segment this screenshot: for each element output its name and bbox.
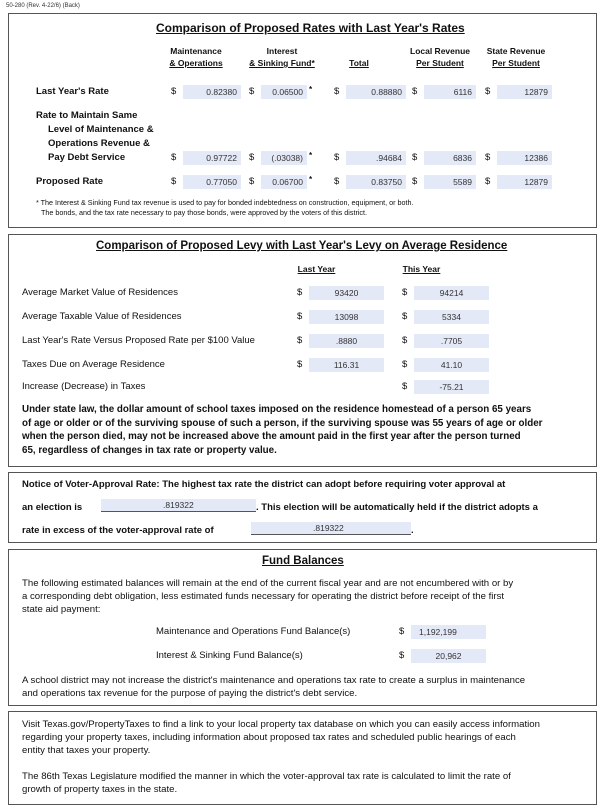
fund-balances-section	[8, 549, 597, 706]
dollar-sign: $	[402, 381, 408, 392]
proposed-total-field[interactable]: 0.83750	[346, 175, 406, 189]
levy-last-market-field[interactable]: 93420	[309, 286, 384, 300]
maintain-total-field[interactable]: .94684	[346, 151, 406, 165]
maintain-mo-field[interactable]: 0.97722	[183, 151, 241, 165]
dollar-sign: $	[412, 152, 418, 163]
voter-approval-rate-field[interactable]: .819322	[101, 499, 256, 512]
dollar-sign: $	[334, 86, 340, 97]
dollar-sign: $	[402, 311, 408, 322]
dollar-sign: $	[249, 176, 255, 187]
voter-approval-line2-post: . This election will be automatically held if the district adopts a	[256, 502, 538, 513]
last-year-local-field[interactable]: 6116	[424, 85, 476, 99]
levy-row-label: Average Taxable Value of Residences	[22, 311, 182, 322]
dollar-sign: $	[171, 176, 177, 187]
fund-intro: The following estimated balances will remain at the end of the current fiscal year and are not encumbered with or by a corresponding debt obligation, less estimated funds necessary for operating the district before receipt of the first state aid payment:	[22, 578, 514, 615]
info-paragraph-2: The 86th Texas Legislature modified the manner in which the voter-approval tax rate is calculated to limit the rate of growth of property taxes in the state.	[22, 771, 511, 795]
voter-approval-line2-pre: an election is	[22, 502, 83, 513]
levy-this-rate-field[interactable]: .7705	[414, 334, 489, 348]
col-head-local: Local Revenue Per Student	[410, 46, 470, 68]
levy-row-label: Increase (Decrease) in Taxes	[22, 381, 146, 392]
dollar-sign: $	[249, 86, 255, 97]
info-paragraph-1: Visit Texas.gov/PropertyTaxes to find a link to your local property tax database on which you can easily access information regarding your property taxes, including information about proposed tax rates and scheduled public hearings of each entity that taxes your property.	[22, 719, 540, 756]
asterisk-mark: *	[309, 151, 313, 160]
voter-approval-rate-field-2[interactable]: .819322	[251, 522, 411, 535]
proposed-local-field[interactable]: 5589	[424, 175, 476, 189]
col-head-state: State Revenue Per Student	[486, 46, 546, 68]
last-year-total-field[interactable]: 0.88880	[346, 85, 406, 99]
proposed-is-field[interactable]: 0.06700	[261, 175, 307, 189]
is-fund-balance-field[interactable]: 20,962	[411, 649, 486, 663]
levy-this-taxes-field[interactable]: 41.10	[414, 358, 489, 372]
dollar-sign: $	[399, 626, 405, 637]
homestead-notice: Under state law, the dollar amount of school taxes imposed on the residence homestead of a person 65 years of age or older or of the surviving spouse of such a person, if the surviving spouse was 55 years of age or older when the person died, may not be increased above the amount paid in the first year after the person turned 65, regardless of changes in tax rate or property value.	[22, 404, 543, 456]
levy-this-taxable-field[interactable]: 5334	[414, 310, 489, 324]
col-head-this-year: This Year	[402, 264, 441, 274]
levy-row-label: Last Year's Rate Versus Proposed Rate per $100 Value	[22, 335, 255, 346]
dollar-sign: $	[297, 311, 303, 322]
col-head-total: Total	[349, 58, 369, 68]
dollar-sign: $	[485, 176, 491, 187]
voter-approval-line3-post: .	[411, 525, 414, 536]
mo-fund-label: Maintenance and Operations Fund Balance(s)	[156, 626, 351, 637]
rates-title: Comparison of Proposed Rates with Last Year's Rates	[156, 21, 465, 35]
dollar-sign: $	[249, 152, 255, 163]
levy-title: Comparison of Proposed Levy with Last Year's Levy on Average Residence	[96, 240, 508, 252]
voter-approval-line3-pre: rate in excess of the voter-approval rate of	[22, 525, 214, 536]
dollar-sign: $	[412, 86, 418, 97]
levy-last-taxes-field[interactable]: 116.31	[309, 358, 384, 372]
dollar-sign: $	[334, 176, 340, 187]
dollar-sign: $	[412, 176, 418, 187]
row-label-proposed: Proposed Rate	[36, 176, 104, 187]
dollar-sign: $	[297, 287, 303, 298]
fund-closing: A school district may not increase the district's maintenance and operations tax rate to create a surplus in maintenance and operations tax revenue for the purpose of paying the district's debt service.	[22, 675, 526, 699]
form-id: 50-280 (Rev. 4-22/6) (Back)	[6, 3, 80, 9]
voter-approval-section	[8, 472, 597, 543]
col-head-interest: Interest & Sinking Fund*	[249, 46, 315, 68]
maintain-state-field[interactable]: 12386	[497, 151, 552, 165]
asterisk-mark: *	[309, 175, 313, 184]
dollar-sign: $	[485, 152, 491, 163]
dollar-sign: $	[485, 86, 491, 97]
dollar-sign: $	[171, 86, 177, 97]
levy-this-market-field[interactable]: 94214	[414, 286, 489, 300]
asterisk-mark: *	[309, 85, 313, 94]
is-fund-label: Interest & Sinking Fund Balance(s)	[156, 650, 303, 661]
dollar-sign: $	[297, 335, 303, 346]
col-head-last-year: Last Year	[297, 264, 336, 274]
row-label-maintain: Rate to Maintain Same Level of Maintenance & Operations Revenue & Pay Debt Service	[36, 110, 154, 163]
maintain-is-field[interactable]: (.03038)	[261, 151, 307, 165]
dollar-sign: $	[402, 287, 408, 298]
rates-footnote: * The Interest & Sinking Fund tax revenue is used to pay for bonded indebtedness on construction, equipment, or both. The bonds, and the tax rate necessary to pay those bonds, were approved by the voters of this district.	[36, 198, 414, 217]
last-year-state-field[interactable]: 12879	[497, 85, 552, 99]
proposed-mo-field[interactable]: 0.77050	[183, 175, 241, 189]
levy-this-increase-field[interactable]: -75.21	[414, 380, 489, 394]
levy-row-label: Taxes Due on Average Residence	[22, 359, 165, 370]
row-label-last-year: Last Year's Rate	[36, 86, 109, 97]
maintain-local-field[interactable]: 6836	[424, 151, 476, 165]
levy-row-label: Average Market Value of Residences	[22, 287, 178, 298]
levy-section	[8, 234, 597, 467]
dollar-sign: $	[402, 359, 408, 370]
fund-balances-title: Fund Balances	[262, 555, 344, 567]
last-year-mo-field[interactable]: 0.82380	[183, 85, 241, 99]
voter-approval-line1: Notice of Voter-Approval Rate: The highest tax rate the district can adopt before requiring voter approval at	[22, 479, 506, 490]
rates-section	[8, 13, 597, 228]
levy-last-taxable-field[interactable]: 13098	[309, 310, 384, 324]
dollar-sign: $	[297, 359, 303, 370]
col-head-maintenance: Maintenance & Operations	[169, 46, 223, 68]
mo-fund-balance-field[interactable]: 1,192,199	[411, 625, 486, 639]
dollar-sign: $	[171, 152, 177, 163]
info-section	[8, 711, 597, 805]
dollar-sign: $	[402, 335, 408, 346]
proposed-state-field[interactable]: 12879	[497, 175, 552, 189]
dollar-sign: $	[334, 152, 340, 163]
last-year-is-field[interactable]: 0.06500	[261, 85, 307, 99]
dollar-sign: $	[399, 650, 405, 661]
levy-last-rate-field[interactable]: .8880	[309, 334, 384, 348]
